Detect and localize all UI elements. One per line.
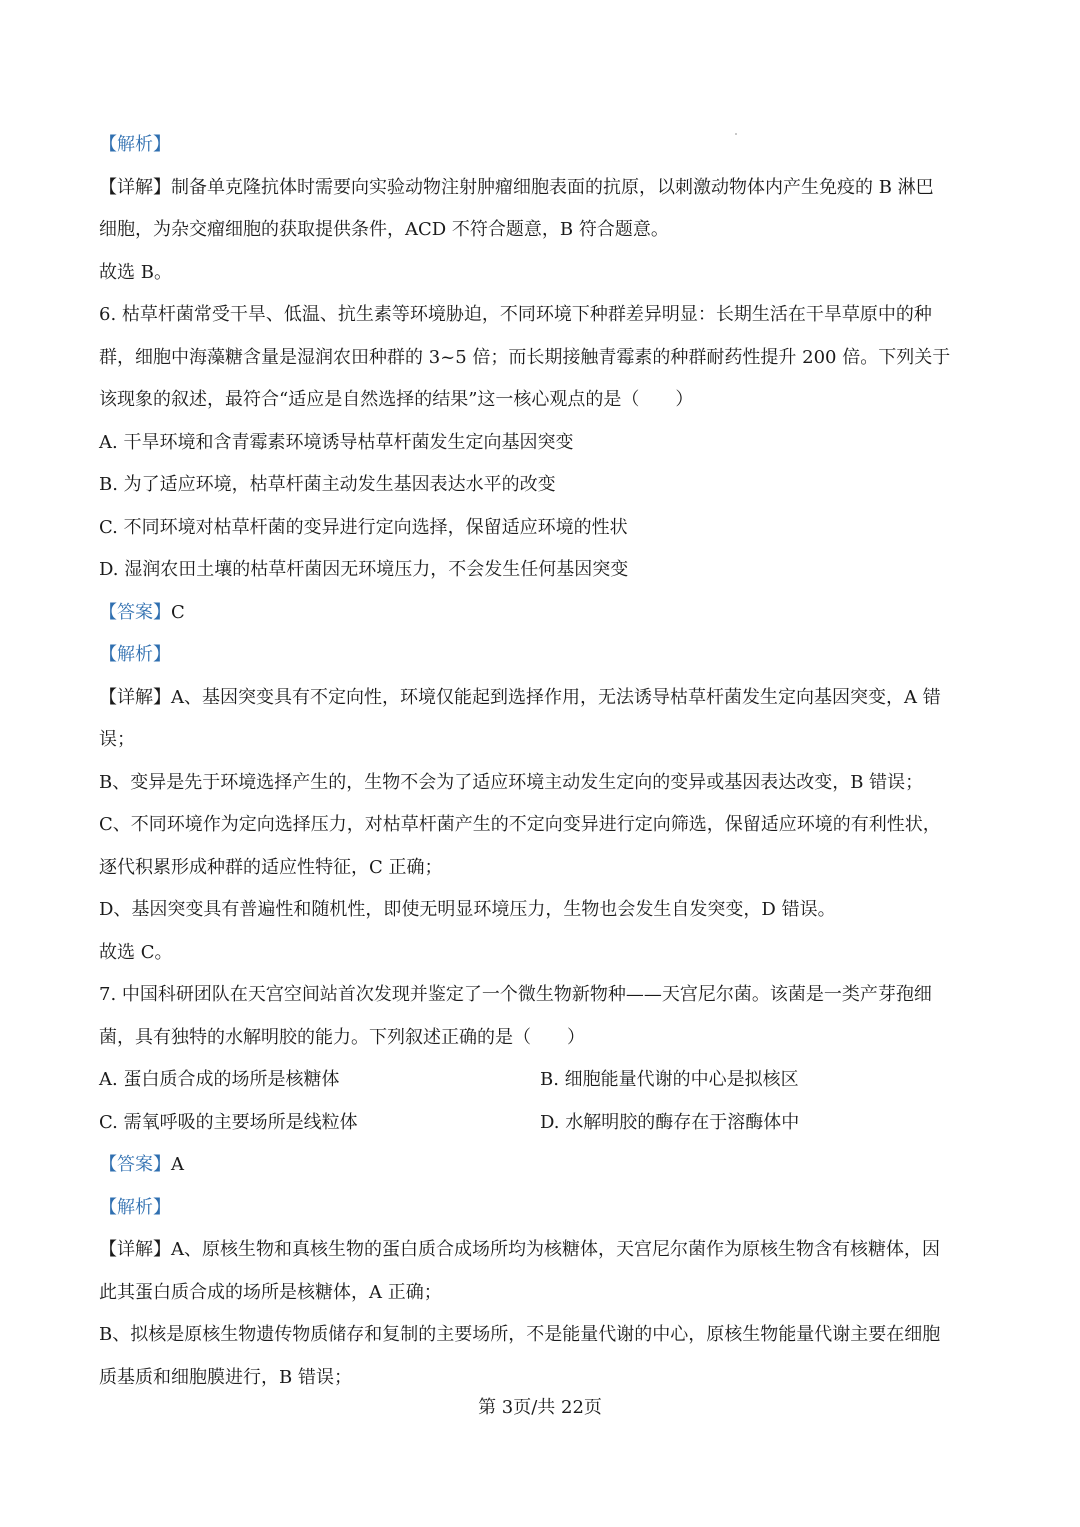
option-c: C. 需氧呼吸的主要场所是线粒体 [99,1112,358,1133]
conclusion-line: 故选 B。 [99,262,172,283]
detail-label: 【详解】 [99,177,171,198]
question-6-stem-line: 群，细胞中海藻糖含量是湿润农田种群的 3~5 倍；而长期接触青霉素的种群耐药性提升 200 倍。下列关于 [99,347,951,368]
option-b: B. 为了适应环境，枯草杆菌主动发生基因表达水平的改变 [99,474,556,495]
option-a: A. 干旱环境和含青霉素环境诱导枯草杆菌发生定向基因突变 [99,432,574,453]
detail-paragraph: 【详解】A、原核生物和真核生物的蛋白质合成场所均为核糖体，天宫尼尔菌作为原核生物含有核糖体，因 [99,1239,940,1260]
detail-label: 【详解】 [99,1239,171,1260]
detail-line: D、基因突变具有普遍性和随机性，即使无明显环境压力，生物也会发生自发突变，D 错误。 [99,899,836,920]
answer-label: 【答案】 [99,602,171,623]
detail-label: 【详解】 [99,687,171,708]
option-c: C. 不同环境对枯草杆菌的变异进行定向选择，保留适应环境的性状 [99,517,628,538]
answer-value: C [171,602,185,623]
detail-line: 此其蛋白质合成的场所是核糖体，A 正确； [99,1282,442,1303]
detail-line: B、拟核是原核生物遗传物质储存和复制的主要场所，不是能量代谢的中心，原核生物能量代谢主要在细胞 [99,1324,941,1345]
detail-line: 细胞，为杂交瘤细胞的获取提供条件，ACD 不符合题意，B 符合题意。 [99,219,669,240]
detail-line: C、不同环境作为定向选择压力，对枯草杆菌产生的不定向变异进行定向筛选，保留适应环境的有利性状， [99,814,941,835]
analysis-heading: 【解析】 [99,134,171,155]
option-b: B. 细胞能量代谢的中心是拟核区 [540,1069,799,1090]
option-a: A. 蛋白质合成的场所是核糖体 [99,1069,340,1090]
page-footer: 第 3页/共 22页 [478,1397,602,1418]
detail-paragraph: 【详解】A、基因突变具有不定向性，环境仅能起到选择作用，无法诱导枯草杆菌发生定向基因突变，A 错 [99,687,941,708]
detail-line: 质基质和细胞膜进行，B 错误； [99,1367,352,1388]
analysis-heading: 【解析】 [99,644,171,665]
detail-line: 误； [99,729,135,750]
analysis-heading: 【解析】 [99,1197,171,1218]
detail-paragraph: 【详解】制备单克隆抗体时需要向实验动物注射肿瘤细胞表面的抗原，以刺激动物体内产生免疫的 B 淋巴 [99,177,934,198]
answer-line [99,601,989,625]
question-6-stem-line: 该现象的叙述，最符合“适应是自然选择的结果”这一核心观点的是（ ） [99,389,694,410]
answer-line [99,1153,989,1177]
conclusion-line: 故选 C。 [99,942,173,963]
question-7-stem: 7. 中国科研团队在天宫空间站首次发现并鉴定了一个微生物新物种——天宫尼尔菌。该菌是一类产芽孢细 [99,984,932,1005]
answer-value: A [171,1154,184,1175]
detail-line: 逐代积累形成种群的适应性特征，C 正确； [99,857,443,878]
detail-line: B、变异是先于环境选择产生的，生物不会为了适应环境主动发生定向的变异或基因表达改变，B 错误； [99,772,924,793]
option-d: D. 湿润农田土壤的枯草杆菌因无环境压力，不会发生任何基因突变 [99,559,629,580]
question-6-stem: 6. 枯草杆菌常受干旱、低温、抗生素等环境胁迫，不同环境下种群差异明显：长期生活在干旱草原中的种 [99,304,932,325]
answer-label: 【答案】 [99,1154,171,1175]
question-7-stem-line: 菌，具有独特的水解明胶的能力。下列叙述正确的是（ ） [99,1027,585,1048]
option-d: D. 水解明胶的酶存在于溶酶体中 [540,1112,800,1133]
